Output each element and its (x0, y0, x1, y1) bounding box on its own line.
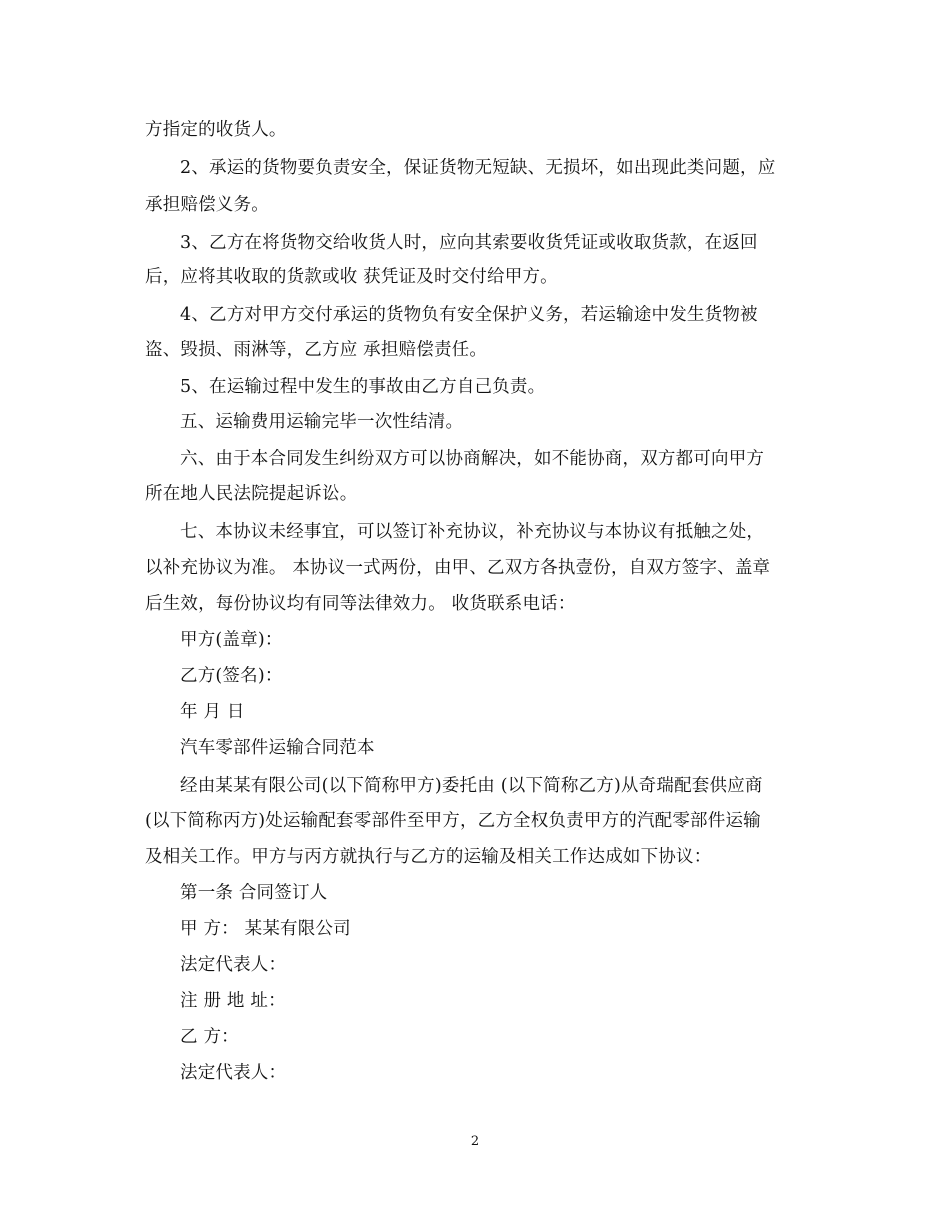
text-line: 甲 方： 某某有限公司 (180, 919, 351, 939)
text-line: (以下简称丙方)处运输配套零部件至甲方，乙方全权负责甲方的汽配零部件运输 (145, 811, 761, 831)
text-line: 乙 方： (180, 1027, 239, 1047)
text-line: 经由某某有限公司(以下简称甲方)委托由 (以下简称乙方)从奇瑞配套供应商 (180, 776, 763, 796)
text-line: 3、乙方在将货物交给收货人时，应向其索要收货凭证或收取货款，在返回 (180, 233, 758, 253)
text-line: 盗、毁损、雨淋等，乙方应 承担赔偿责任。 (145, 340, 488, 360)
section-title: 汽车零部件运输合同范本 (180, 738, 375, 758)
text-line: 2、承运的货物要负责安全，保证货物无短缺、无损坏，如出现此类问题，应 (180, 158, 776, 178)
text-line: 4、乙方对甲方交付承运的货物负有安全保护义务，若运输途中发生货物被 (180, 305, 758, 325)
text-line: 第一条 合同签订人 (180, 883, 328, 903)
text-line: 承担赔偿义务。 (145, 195, 269, 215)
text-line: 后生效，每份协议均有同等法律效力。 收货联系电话： (145, 594, 576, 614)
text-line: 年 月 日 (180, 702, 245, 722)
text-line: 七、本协议未经事宜，可以签订补充协议，补充协议与本协议有抵触之处， (180, 522, 765, 542)
text-line: 以补充协议为准。 本协议一式两份，由甲、乙双方各执壹份，自双方签字、盖章 (145, 558, 771, 578)
text-line: 5、在运输过程中发生的事故由乙方自己负责。 (180, 377, 546, 397)
text-line: 所在地人民法院提起诉讼。 (145, 484, 358, 504)
text-line: 后，应将其收取的货款或收 获凭证及时交付给甲方。 (145, 267, 558, 287)
text-line: 法定代表人： (180, 955, 287, 975)
text-line: 注 册 地 址： (180, 991, 286, 1011)
text-line: 方指定的收货人。 (145, 120, 287, 140)
text-line: 法定代表人： (180, 1063, 287, 1083)
text-line: 六、由于本合同发生纠纷双方可以协商解决，如不能协商，双方都可向甲方 (180, 449, 765, 469)
page-number: 2 (470, 1134, 480, 1149)
text-line: 五、运输费用运输完毕一次性结清。 (180, 412, 464, 432)
text-line: 甲方(盖章)： (180, 630, 283, 650)
text-line: 及相关工作。甲方与丙方就执行与乙方的运输及相关工作达成如下协议： (145, 847, 712, 867)
text-line: 乙方(签名)： (180, 666, 283, 686)
